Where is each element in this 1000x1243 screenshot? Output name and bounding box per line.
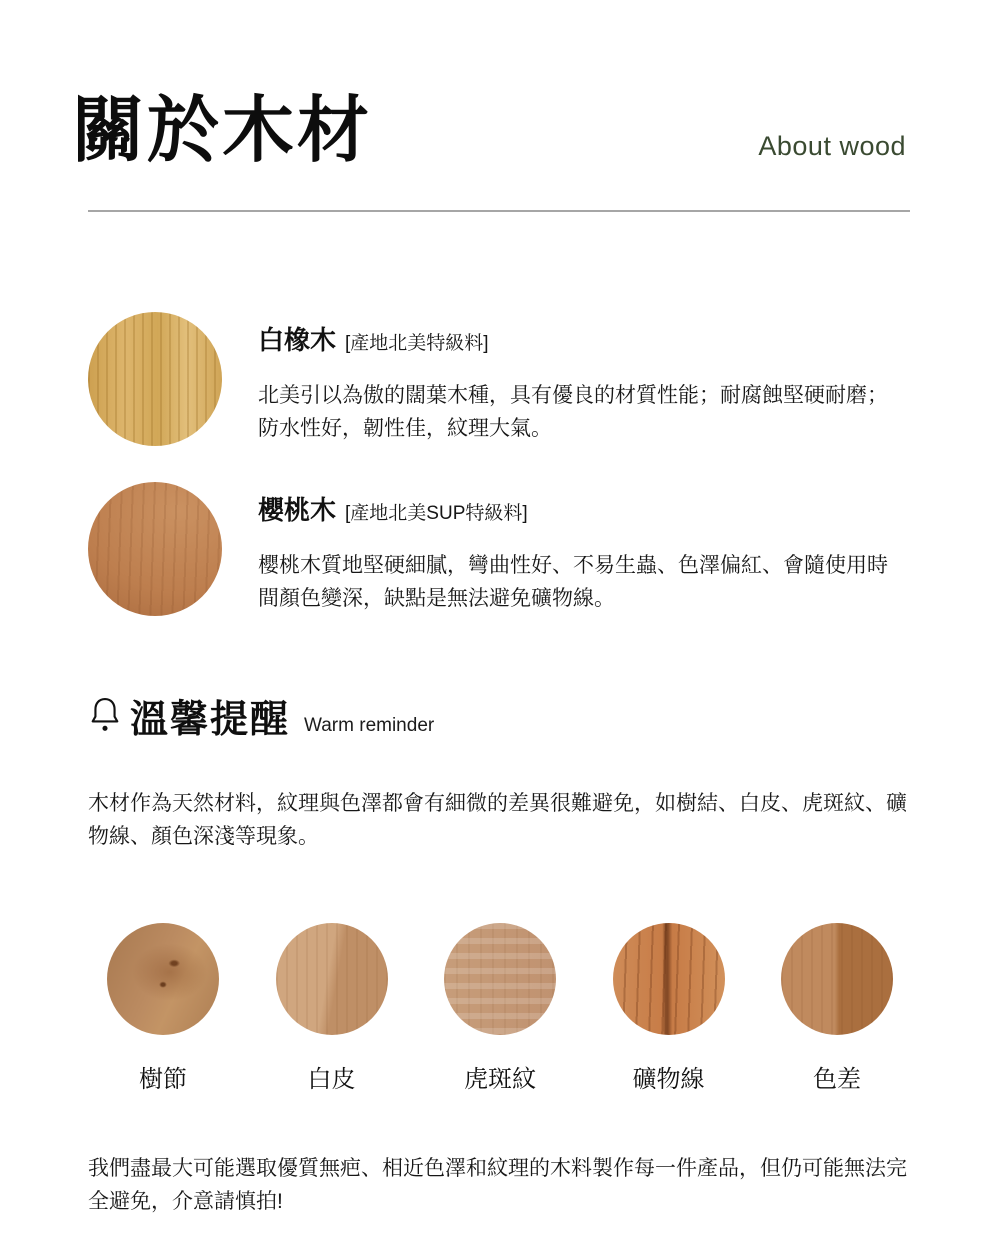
defect-item-color-difference xyxy=(762,923,912,1094)
tiger-stripe-swatch-image xyxy=(444,923,556,1035)
warm-reminder-title: 溫馨提醒 xyxy=(130,698,291,741)
bell-icon xyxy=(88,695,122,735)
white-oak-swatch-image xyxy=(88,312,222,446)
cherry-description: 櫻桃木質地堅硬細膩，彎曲性好、不易生蟲、色澤偏紅、會隨使用時間顏色變深，缺點是無法避免礦物線。 xyxy=(258,553,888,610)
cherry-swatch-image xyxy=(88,482,222,616)
tiger-stripe-label: 虎斑紋 xyxy=(464,1065,536,1093)
white-oak-body xyxy=(258,312,902,446)
reminder-intro-paragraph: 木材作為天然材料，紋理與色澤都會有細微的差異很難避免，如樹結、白皮、虎斑紋、礦物線、顏色深淺等現象。 xyxy=(88,791,907,848)
defect-item-mineral-line xyxy=(594,923,744,1094)
cherry-name: 櫻桃木 xyxy=(258,494,337,525)
sapwood-label: 白皮 xyxy=(307,1065,356,1093)
white-oak-description: 北美引以為傲的闊葉木種，具有優良的材質性能；耐腐蝕堅硬耐磨；防水性好，韌性佳，紋理大氣。 xyxy=(258,383,888,440)
page-header xyxy=(72,0,906,170)
knot-label: 樹節 xyxy=(139,1065,187,1093)
knot-swatch-image xyxy=(107,923,219,1035)
cherry-body xyxy=(258,482,902,616)
defect-swatch-row xyxy=(88,923,912,1094)
header-divider xyxy=(88,210,910,212)
mineral-line-label: 礦物線 xyxy=(632,1065,705,1093)
white-oak-grade: [產地北美特級料] xyxy=(345,332,489,354)
color-difference-swatch-image xyxy=(781,923,893,1035)
wood-section-cherry xyxy=(88,482,912,616)
white-oak-name: 白橡木 xyxy=(258,324,337,355)
defect-item-knot xyxy=(88,923,238,1094)
warm-reminder-header xyxy=(88,688,912,743)
cherry-grade: [產地北美SUP特級料] xyxy=(345,502,528,524)
page-title: 關於木材 xyxy=(72,91,373,171)
cherry-title xyxy=(258,490,902,527)
defect-item-sapwood xyxy=(257,923,407,1094)
sapwood-swatch-image xyxy=(276,923,388,1035)
defect-item-tiger-stripe xyxy=(425,923,575,1094)
mineral-line-swatch-image xyxy=(613,923,725,1035)
color-difference-label: 色差 xyxy=(813,1065,861,1093)
page-subtitle-en: About wood xyxy=(758,130,906,161)
warm-reminder-subtitle-en: Warm reminder xyxy=(304,714,435,736)
white-oak-title xyxy=(258,320,902,357)
reminder-closing-paragraph: 我們盡最大可能選取優質無疤、相近色澤和紋理的木料製作每一件產品，但仍可能無法完全避免，介意請慎拍! xyxy=(88,1156,907,1213)
wood-section-white-oak xyxy=(88,312,912,446)
